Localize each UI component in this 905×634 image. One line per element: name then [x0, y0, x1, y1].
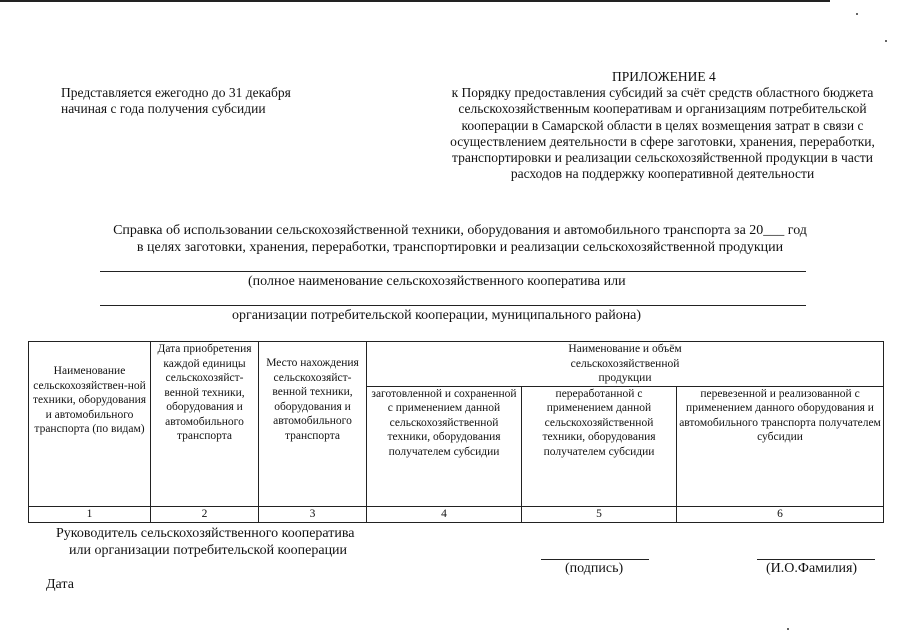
- report-title-line1: Справка об использовании сельскохозяйственной техники, оборудования и автомобильного транспорта за 20___ год: [113, 223, 807, 238]
- column-number: 1: [29, 506, 151, 522]
- name-label: (И.О.Фамилия): [766, 561, 858, 576]
- equipment-table: [28, 341, 884, 523]
- page-top-border: [0, 0, 830, 2]
- date-label: Дата: [46, 577, 74, 592]
- column-number: 2: [151, 506, 259, 522]
- report-title-line2: в целях заготовки, хранения, переработки, транспортировки и реализации сельскохозяйственной продукции: [136, 240, 784, 255]
- submission-note: [61, 85, 291, 117]
- scan-speck: [856, 13, 858, 15]
- scan-speck: [885, 40, 887, 42]
- name-line: [757, 559, 875, 560]
- column-number: 5: [522, 506, 677, 522]
- head-signature-block: [56, 525, 355, 559]
- header-location: Место нахождения сельскохозяйст-венной техники, оборудования и автомобильного транспорта: [259, 342, 367, 507]
- header-processed-products: переработанной с применением данной сельскохозяйственной техники, оборудования получателем субсидии: [522, 386, 677, 506]
- submission-note-line1: Представляется ежегодно до 31 декабря: [61, 85, 291, 100]
- header-transported-products: перевезенной и реализованной с применением данного оборудования и автомобильного транспорта получателем субсидии: [677, 386, 884, 506]
- header-equipment-name: Наименование сельскохозяйствен-ной техники, оборудования и автомобильного транспорта (по видам): [29, 342, 151, 507]
- head-title-line2: или организации потребительской кооперации: [69, 543, 348, 558]
- signature-label: (подпись): [565, 561, 624, 576]
- column-number: 3: [259, 506, 367, 522]
- header-purchase-date: Дата приобретения каждой единицы сельскохозяйст-венной техники, оборудования и автомобильного транспорта: [151, 342, 259, 507]
- organization-caption-1: (полное наименование сельскохозяйственного кооператива или: [248, 274, 626, 289]
- column-number: 4: [367, 506, 522, 522]
- organization-caption-2: организации потребительской кооперации, муниципального района): [232, 308, 642, 323]
- signature-line: [541, 559, 649, 560]
- report-title: [40, 222, 880, 256]
- submission-note-line2: начиная с года получения субсидии: [61, 101, 266, 116]
- organization-name-line: [100, 271, 806, 272]
- appendix-text: к Порядку предоставления субсидий за счёт средств областного бюджета сельскохозяйственным кооперативам и организациям потребительской кооперации в Самарской области в целях возмещения затрат в связи с осуществлением деятельности в сфере заготовки, хранения, переработки, транспортировки и реализации сельскохозяйственной продукции в части расходов на поддержку кооперативной деятельности: [450, 85, 875, 182]
- header-product-group: Наименование и объём сельскохозяйственной продукции: [367, 342, 884, 387]
- head-title-line1: Руководитель сельскохозяйственного кооператива: [56, 526, 355, 541]
- column-number: 6: [677, 506, 884, 522]
- organization-name-line-2: [100, 305, 806, 306]
- appendix-title: ПРИЛОЖЕНИЕ 4: [612, 69, 716, 84]
- header-stored-products: заготовленной и сохраненной с применением данной сельскохозяйственной техники, оборудования получателем субсидии: [367, 386, 522, 506]
- scan-speck: [787, 628, 789, 630]
